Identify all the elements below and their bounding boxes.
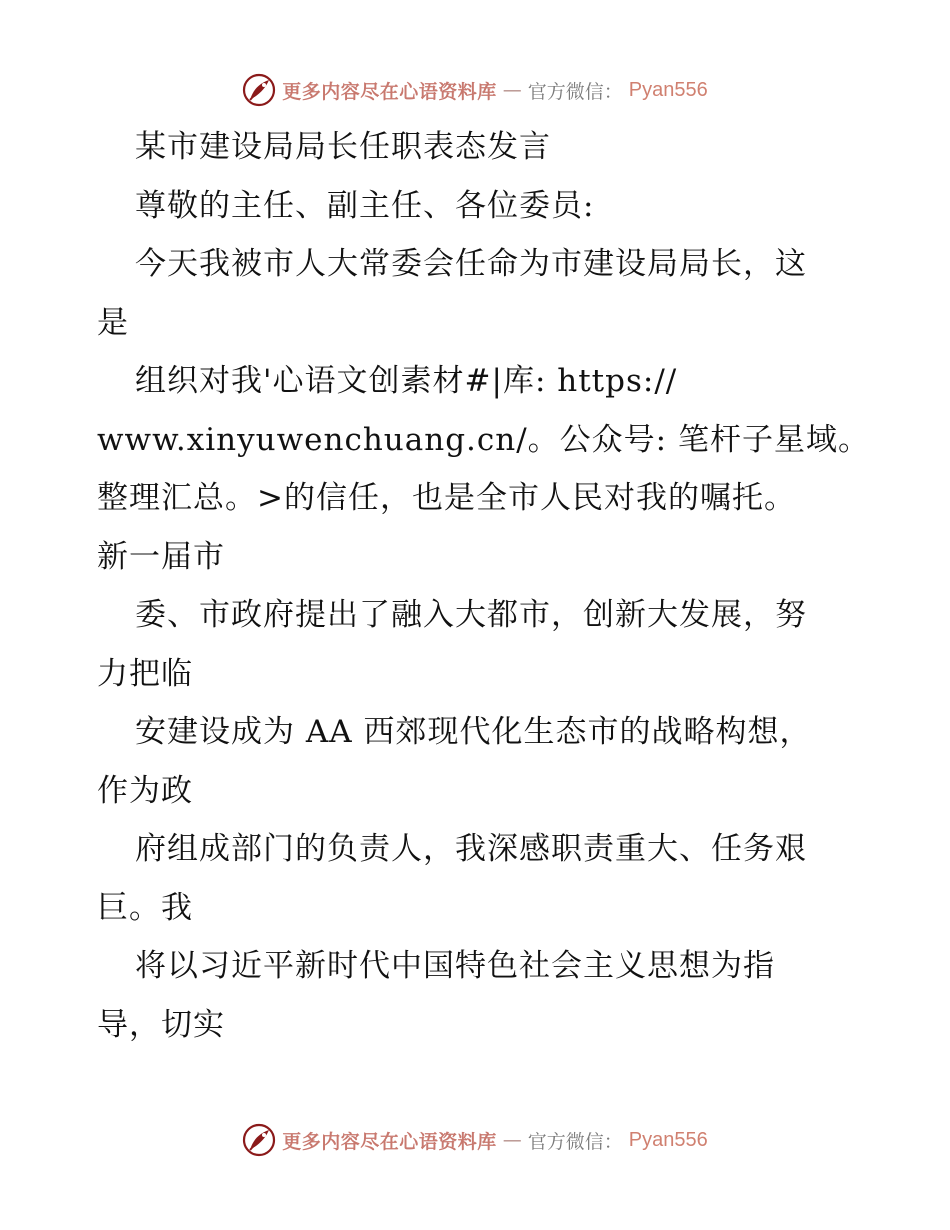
quill-logo-icon (242, 73, 276, 107)
paragraph-line: 巨。我 (97, 889, 193, 926)
paragraph-line: 委、市政府提出了融入大都市，创新大发展，努 (135, 597, 807, 633)
banner-wechat-id: Pyan556 (628, 1128, 708, 1151)
document-title: 某市建设局局长任职表态发言 (135, 129, 551, 165)
paragraph-line: 是 (97, 304, 129, 341)
banner-wechat-label: 官方微信： (527, 80, 623, 103)
banner-separator: — (502, 1129, 522, 1151)
paragraph-line: 安建设成为 AA 西郊现代化生态市的战略构想， (135, 714, 812, 750)
paragraph-line: 导，切实 (97, 1006, 225, 1043)
banner-title: 更多内容尽在心语资料库 (282, 80, 497, 103)
paragraph-line: www.xinyuwenchuang.cn/。公众号: 笔杆子星域。 (97, 421, 870, 458)
banner-separator: — (502, 79, 522, 101)
paragraph-line: 作为政 (97, 772, 193, 809)
paragraph-line: 将以习近平新时代中国特色社会主义思想为指 (135, 948, 775, 984)
paragraph-line: 力把临 (97, 655, 193, 692)
quill-logo-icon (242, 1123, 276, 1157)
paragraph-line: 今天我被市人大常委会任命为市建设局局长，这 (135, 246, 807, 282)
paragraph-line: 府组成部门的负责人，我深感职责重大、任务艰 (135, 831, 807, 867)
banner-title: 更多内容尽在心语资料库 (282, 1130, 497, 1153)
banner-wechat-id: Pyan556 (628, 78, 708, 101)
paragraph-line: 整理汇总。>的信任，也是全市人民对我的嘱托。 (97, 480, 796, 516)
banner-wechat-label: 官方微信： (527, 1130, 623, 1153)
paragraph-line: 组织对我'心语文创素材#|库: https:// (135, 363, 678, 399)
paragraph-line: 新一届市 (97, 538, 225, 575)
salutation-line: 尊敬的主任、副主任、各位委员: (135, 187, 595, 224)
footer-banner (0, 1120, 950, 1160)
document-body (97, 118, 870, 1054)
header-banner (0, 70, 950, 110)
